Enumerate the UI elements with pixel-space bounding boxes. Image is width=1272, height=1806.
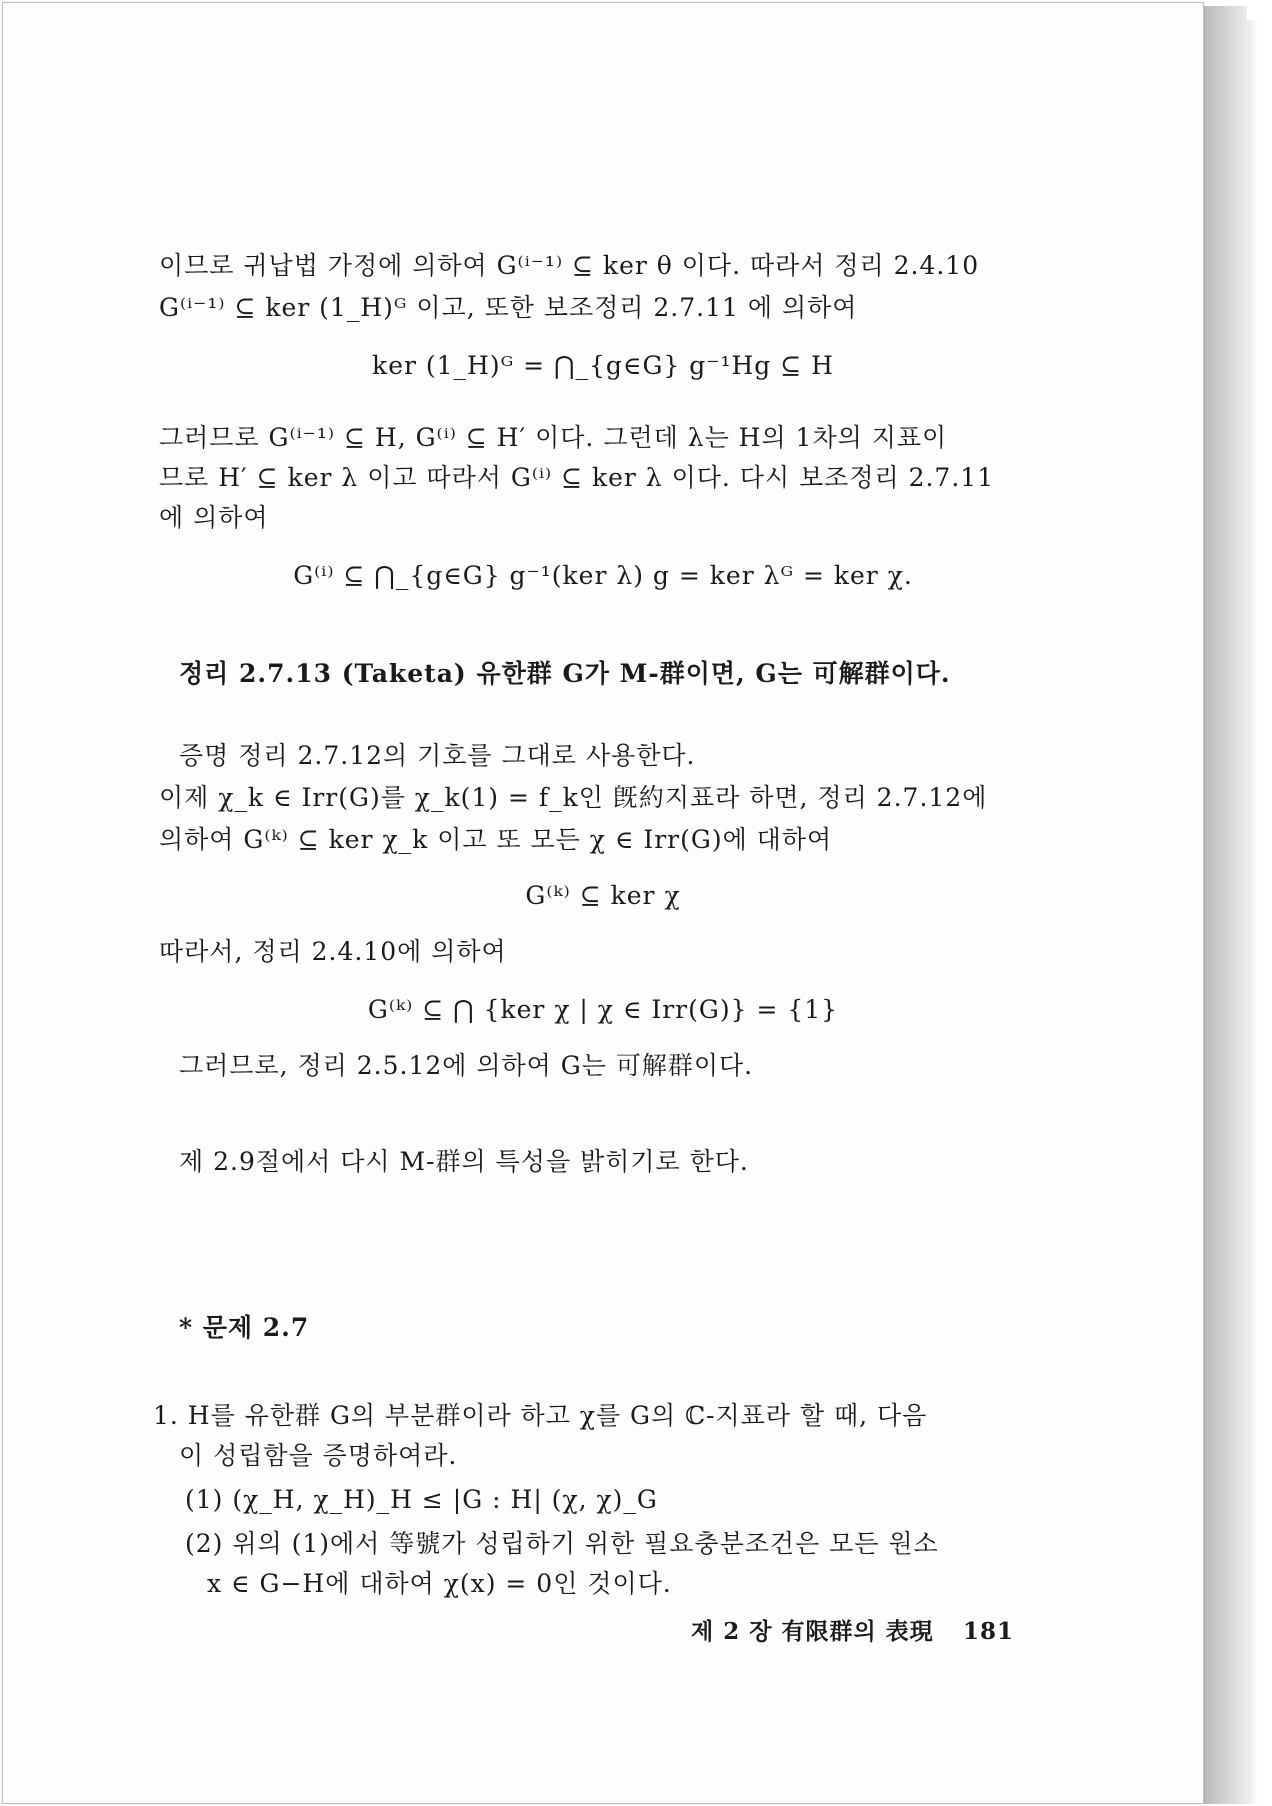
page-number: 181 [963, 1618, 1015, 1645]
exercise-subitem: (1) (χ_H, χ_H)_H ≤ |G : H| (χ, χ)_G [185, 1485, 658, 1514]
text-line: 제 2.9절에서 다시 M-群의 특성을 밝히기로 한다. [179, 1147, 749, 1176]
equation: G⁽ᵏ⁾ ⊆ ker χ [525, 881, 681, 910]
chapter-footer: 제 2 장 有限群의 表現 [691, 1618, 934, 1645]
proof-heading-line: 증명 정리 2.7.12의 기호를 그대로 사용한다. [179, 741, 696, 770]
exercise-subitem: (2) 위의 (1)에서 等號가 성립하기 위한 필요충분조건은 모든 원소 [185, 1529, 939, 1558]
text-line: 그러므로 G⁽ⁱ⁻¹⁾ ⊆ H, G⁽ⁱ⁾ ⊆ H′ 이다. 그런데 λ는 H의 1차의 지표이 [159, 423, 948, 452]
text-line: x ∈ G−H에 대하여 χ(x) = 0인 것이다. [207, 1569, 672, 1598]
text-line: 이제 χ_k ∈ Irr(G)를 χ_k(1) = f_k인 旣約지표라 하면, 정리 2.7.12에 [159, 783, 988, 812]
text-line: 이 성립함을 증명하여라. [179, 1441, 458, 1470]
text-line: 이므로 귀납법 가정에 의하여 G⁽ⁱ⁻¹⁾ ⊆ ker θ 이다. 따라서 정리 2.4.10 [159, 251, 980, 280]
equation: G⁽ⁱ⁾ ⊆ ⋂_{g∈G} g⁻¹(ker λ) g = ker λᴳ = ker χ. [293, 561, 913, 590]
book-page-edge [1202, 6, 1247, 1804]
text-line: G⁽ⁱ⁻¹⁾ ⊆ ker (1_H)ᴳ 이고, 또한 보조정리 2.7.11 에 의하여 [159, 293, 858, 322]
text-line: 므로 H′ ⊆ ker λ 이고 따라서 G⁽ⁱ⁾ ⊆ ker λ 이다. 다시 보조정리 2.7.11 [159, 463, 995, 492]
text-line: 에 의하여 [159, 503, 269, 532]
page-edge-shadow [1246, 20, 1258, 1804]
text-line: 따라서, 정리 2.4.10에 의하여 [159, 937, 507, 966]
exercise-heading: * 문제 2.7 [179, 1313, 310, 1342]
equation: ker (1_H)ᴳ = ⋂_{g∈G} g⁻¹Hg ⊆ H [372, 351, 834, 380]
text-line: 의하여 G⁽ᵏ⁾ ⊆ ker χ_k 이고 또 모든 χ ∈ Irr(G)에 대하여 [159, 825, 833, 854]
text-line: 그러므로, 정리 2.5.12에 의하여 G는 可解群이다. [179, 1051, 754, 1080]
equation: G⁽ᵏ⁾ ⊆ ⋂ {ker χ | χ ∈ Irr(G)} = {1} [367, 995, 839, 1024]
book-page [2, 2, 1204, 1804]
exercise-item: 1. H를 유한群 G의 부분群이라 하고 χ를 G의 ℂ-지표라 할 때, 다음 [153, 1401, 928, 1430]
theorem-statement: 정리 2.7.13 (Taketa) 유한群 G가 M-群이면, G는 可解群이다. [179, 659, 951, 688]
